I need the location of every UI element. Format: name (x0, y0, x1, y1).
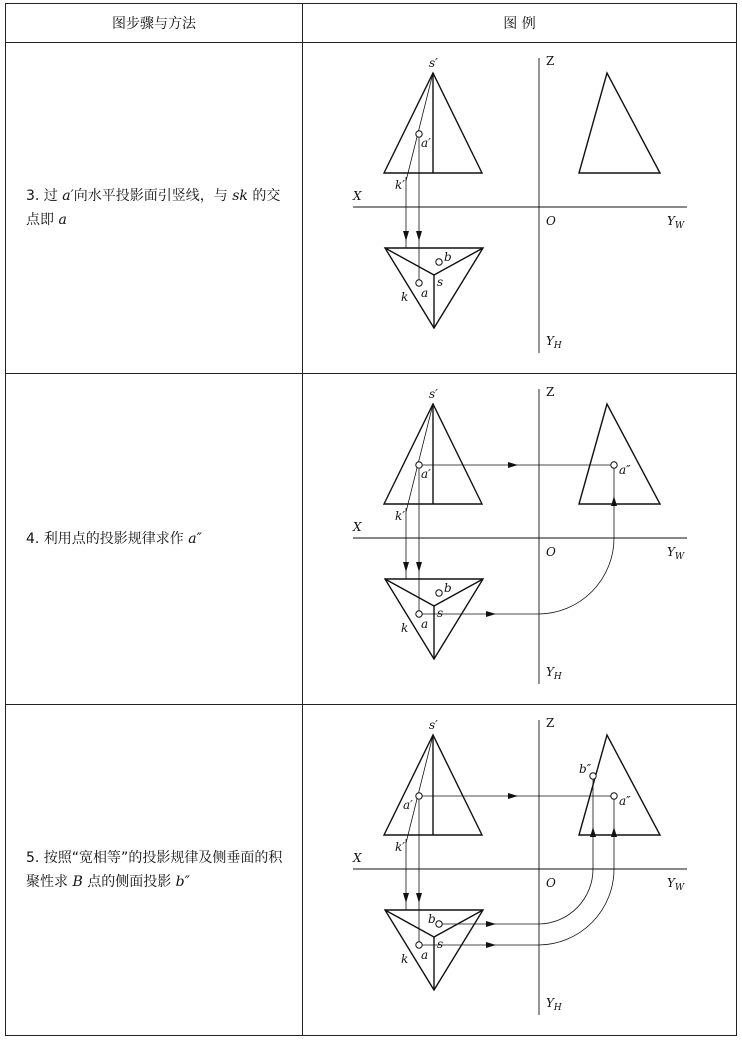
top-view-edge-1 (385, 248, 434, 275)
step-row-3 (6, 43, 737, 374)
svg-text:s: s (437, 275, 444, 289)
svg-text:a: a (421, 948, 429, 962)
projection-diagram-5 (303, 705, 735, 1035)
step-4-figure (303, 374, 737, 705)
point-b (436, 259, 442, 265)
svg-text:k: k (401, 952, 409, 966)
arrow-horizontal (508, 462, 518, 468)
steps-table (5, 3, 737, 1036)
projection-diagram-3 (303, 43, 735, 373)
projection-diagram-4 (303, 374, 735, 704)
svg-text:a: a (421, 286, 429, 300)
svg-text:X: X (353, 189, 362, 203)
svg-text:s: s (437, 937, 444, 951)
point-a-dprime (611, 462, 617, 468)
svg-text:YH: $Y_H$ (546, 996, 562, 1013)
svg-text:s′: s′ (429, 718, 438, 732)
step-5-text: 5. 按照“宽相等”的投影规律及侧垂面的积聚性求 B 点的侧面投影 b″ (6, 705, 303, 1036)
side-view-triangle (579, 73, 660, 173)
svg-text:O: O (546, 876, 556, 890)
svg-text:Z: Z (546, 54, 555, 68)
svg-text:b: b (444, 581, 452, 595)
header-row (6, 4, 737, 43)
svg-text:a″: a″ (619, 463, 631, 477)
arrow-top (486, 611, 496, 617)
svg-text:k′: k′ (395, 509, 405, 523)
svg-text:a″: a″ (619, 794, 631, 808)
svg-text:b: b (428, 912, 436, 926)
step-3-figure (303, 43, 737, 374)
svg-text:Z: Z (546, 385, 555, 399)
svg-text:YW: $Y_W$ (667, 876, 685, 893)
svg-text:YH: $Y_H$ (546, 334, 562, 351)
svg-text:O: O (546, 214, 556, 228)
svg-text:a′: a′ (403, 798, 413, 812)
svg-text:s′: s′ (429, 56, 438, 70)
svg-text:O: O (546, 545, 556, 559)
header-method: 图步骤与方法 (6, 4, 303, 43)
svg-text:b″: b″ (579, 762, 592, 776)
svg-text:k: k (401, 621, 409, 635)
svg-text:a′: a′ (421, 467, 431, 481)
svg-text:s: s (437, 606, 444, 620)
svg-text:s′: s′ (429, 387, 438, 401)
step-row-4 (6, 374, 737, 705)
step-3-text: 3. 过 a′向水平投影面引竖线，与 sk 的交点即 a (6, 43, 303, 374)
arrow-a (416, 231, 422, 241)
point-b (436, 921, 442, 927)
side-view-triangle (579, 404, 660, 504)
svg-text:Z: Z (546, 716, 555, 730)
svg-text:k′: k′ (395, 178, 405, 192)
svg-text:a: a (421, 617, 429, 631)
svg-text:k: k (401, 290, 409, 304)
header-figure: 图 例 (303, 4, 737, 43)
arrow-k (403, 231, 409, 241)
svg-text:k′: k′ (395, 840, 405, 854)
step-5-figure (303, 705, 737, 1036)
svg-text:X: X (353, 520, 362, 534)
front-view-line-sk (406, 73, 433, 181)
arrow-up (611, 496, 617, 506)
svg-text:YH: $Y_H$ (546, 665, 562, 682)
svg-text:b: b (444, 250, 452, 264)
svg-text:YW: $Y_W$ (667, 545, 685, 562)
svg-text:a′: a′ (421, 136, 431, 150)
step-4-text: 4. 利用点的投影规律求作 a″ (6, 374, 303, 705)
svg-text:YW: $Y_W$ (667, 214, 685, 231)
svg-text:X: X (353, 851, 362, 865)
step-row-5 (6, 705, 737, 1036)
